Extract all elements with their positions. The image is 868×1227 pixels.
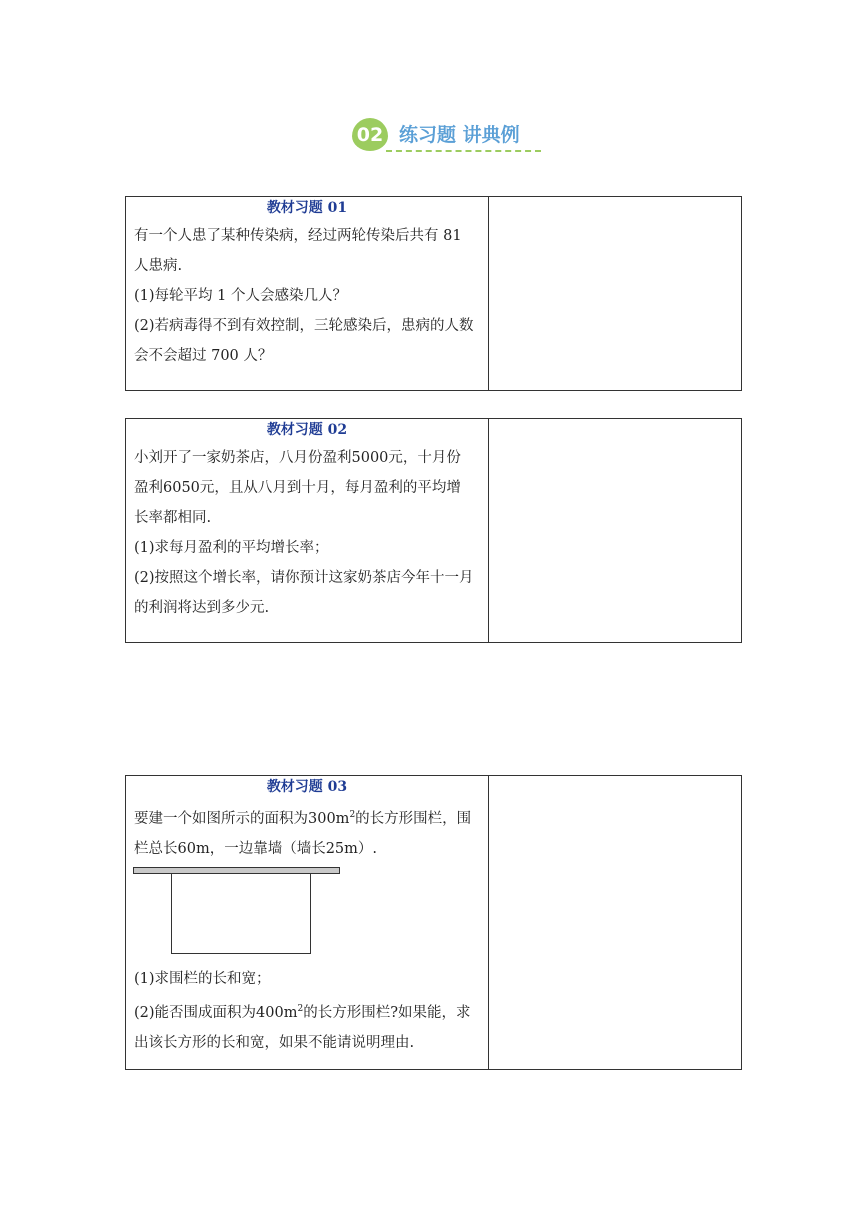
question-text: 人患病. — [134, 258, 183, 274]
fence-rectangle — [171, 873, 311, 954]
question-text: 长率都相同. — [134, 510, 212, 526]
exercise-title: 教材习题 02 — [266, 422, 348, 438]
title-underline — [386, 150, 541, 152]
question-text: 栏总长60m，一边靠墙（墙长25m）. — [134, 840, 378, 857]
section-number-badge: 02 — [352, 118, 388, 151]
answer-cell[interactable] — [489, 776, 741, 1069]
answer-cell[interactable] — [489, 197, 741, 390]
question-part-2: (2)按照这个增长率，请你预计这家奶茶店今年十一月 — [134, 570, 474, 586]
question-part-2: (2)能否围成面积为$400m^2$的长方形围栏?如果能，求 — [134, 1003, 471, 1021]
question-part-1: (1)求围栏的长和宽； — [134, 970, 271, 987]
question-part-2: 出该长方形的长和宽，如果不能请说明理由. — [134, 1034, 415, 1051]
exercise-01-table — [125, 196, 742, 391]
question-part-2: 的利润将达到多少元. — [134, 600, 270, 616]
question-text: 有一个人患了某种传染病，经过两轮传染后共有 81 — [134, 228, 462, 244]
question-cell — [126, 776, 489, 1069]
question-part-1: (1)求每月盈利的平均增长率； — [134, 540, 329, 556]
question-part-2: (2)若病毒得不到有效控制，三轮感染后，患病的人数 — [134, 318, 474, 334]
question-text: 盈利6050元，且从八月到十月，每月盈利的平均增 — [134, 480, 461, 496]
question-part-2: 会不会超过 700 人？ — [134, 348, 273, 364]
fence-diagram — [134, 864, 480, 964]
section-header — [350, 114, 550, 158]
question-cell — [126, 419, 489, 642]
answer-cell[interactable] — [489, 419, 741, 642]
question-cell — [126, 197, 489, 390]
exercise-03-table — [125, 775, 742, 1070]
question-text: 小刘开了一家奶茶店，八月份盈利5000元，十月份 — [134, 450, 461, 466]
question-text: 要建一个如图所示的面积为$300m^2$的长方形围栏，围 — [134, 810, 472, 827]
question-part-1: (1)每轮平均 1 个人会感染几人？ — [134, 288, 347, 304]
exercise-title: 教材习题 03 — [266, 779, 348, 795]
exercise-02-table — [125, 418, 742, 643]
exercise-title: 教材习题 01 — [266, 200, 348, 216]
section-title: 练习题 讲典例 — [399, 124, 520, 146]
